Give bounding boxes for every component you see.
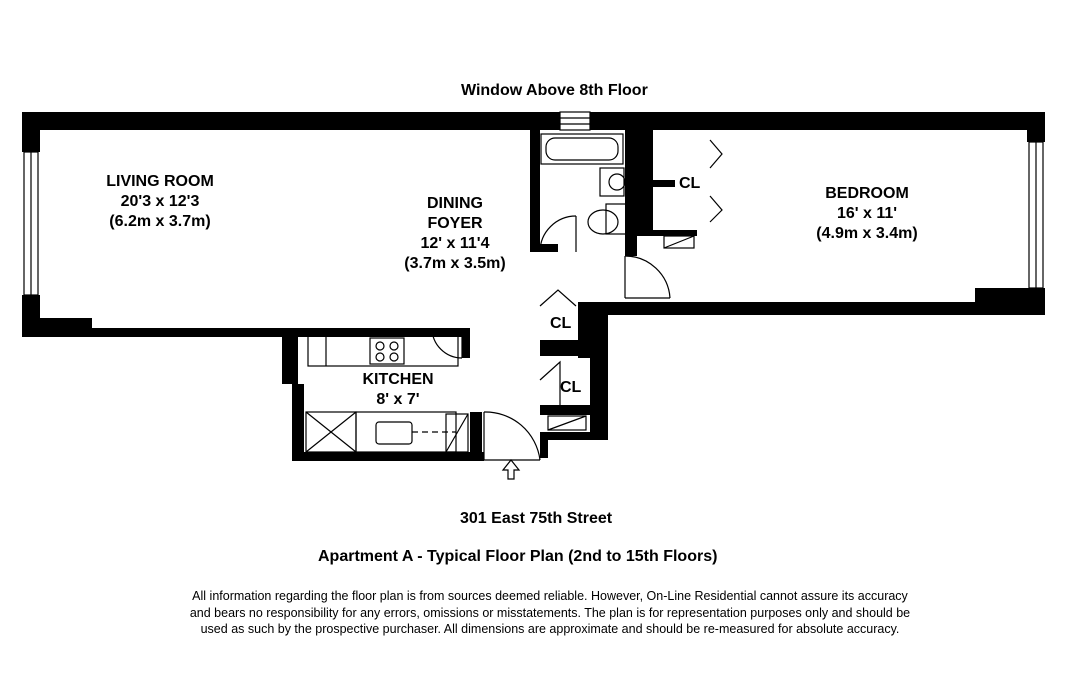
kitchen-dim-ft: 8' x 7'	[376, 391, 420, 408]
dining-dim-m: (3.7m x 3.5m)	[404, 255, 506, 272]
dining-name: DINING	[427, 195, 483, 212]
bedroom-dim-m: (4.9m x 3.4m)	[816, 225, 918, 242]
closet-label-hall-upper: CL	[550, 315, 572, 332]
bedroom-dim-ft: 16' x 11'	[836, 205, 898, 222]
plan-title: Apartment A - Typical Floor Plan (2nd to 15th Floors)	[318, 548, 718, 565]
bedroom-name: BEDROOM	[825, 185, 909, 202]
entry-arrow-icon	[503, 460, 519, 479]
dining-foyer-label	[385, 194, 525, 274]
window-note: Window Above 8th Floor	[461, 82, 648, 99]
living-room-label	[90, 172, 230, 232]
living-room-dim-ft: 20'3 x 12'3	[120, 193, 200, 210]
living-room-name: LIVING ROOM	[106, 173, 214, 190]
bedroom-label	[797, 184, 937, 244]
closet-shelves	[548, 236, 694, 430]
disclaimer-line-2: and bears no responsibility for any errors, omissions or misstatements. The plan is for representation purposes only and should be	[189, 605, 911, 620]
dining-dim-ft: 12' x 11'4	[420, 235, 490, 252]
exterior-walls	[22, 112, 1045, 461]
disclaimer-line-3: used as such by the prospective purchaser. All dimensions are approximate and should be re-measured for absolute accuracy.	[200, 622, 900, 636]
living-room-dim-m: (6.2m x 3.7m)	[109, 213, 211, 230]
kitchen-label	[328, 370, 468, 410]
closet-label-bath: CL	[679, 175, 701, 192]
closet-label-hall-lower: CL	[560, 379, 582, 396]
disclaimer	[120, 588, 980, 638]
foyer-name: FOYER	[427, 215, 483, 232]
bathroom-fixtures	[540, 134, 626, 252]
kitchen-name: KITCHEN	[362, 371, 434, 388]
address: 301 East 75th Street	[460, 510, 613, 527]
disclaimer-line-1: All information regarding the floor plan is from sources deemed reliable. However, On-Line Residential cannot assure its accuracy	[192, 589, 908, 603]
